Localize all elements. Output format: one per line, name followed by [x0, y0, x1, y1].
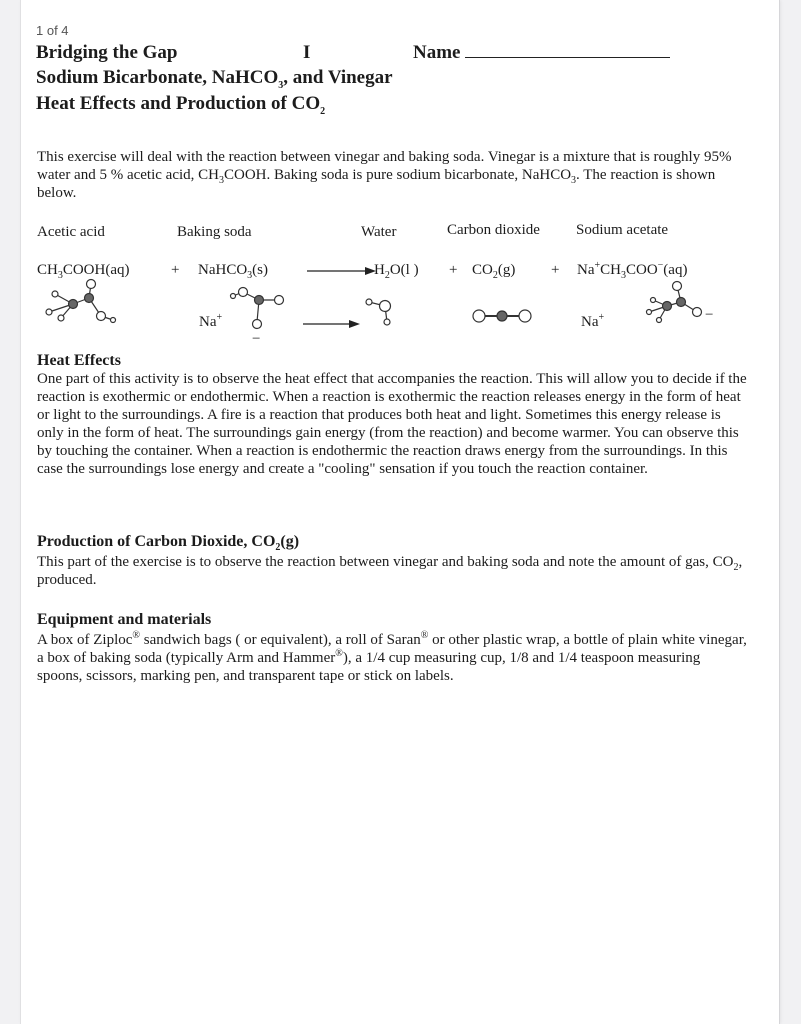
name-blank-line — [465, 56, 670, 58]
title-subtitle: Sodium Bicarbonate, NaHCO$_3$, and Vinegar — [36, 67, 393, 91]
plus-sign-1: + — [171, 262, 180, 278]
acetic-acid-molecule-icon — [39, 278, 119, 332]
intro-paragraph: This exercise will deal with the reaction between vinegar and baking soda. Vinegar is a mixture that is roughly 95% water and 5 % acetic acid, $CH_3COOH$. Baking soda is pure sodium bicarbonate, NaHCO$_3$. The reaction is shown below. — [37, 149, 732, 201]
title-roman-numeral: I — [303, 42, 311, 63]
title-bridging-the-gap: Bridging the Gap — [36, 42, 178, 63]
formula-acetic-acid: $CH_3COOH(aq)$ — [37, 262, 130, 281]
co2-production-paragraph: This part of the exercise is to observe the reaction between vinegar and baking soda and note the amount of gas, $CO_2$, produced. — [37, 554, 743, 588]
page-indicator: 1 of 4 — [36, 23, 69, 38]
label-sodium-acetate: Sodium acetate — [576, 222, 669, 238]
label-acetic-acid: Acetic acid — [37, 224, 105, 240]
heading-heat-effects: Heat Effects — [37, 352, 121, 369]
formula-sodium-acetate: $Na^+CH_3COO^-(aq)$ — [577, 260, 688, 281]
formula-baking-soda: NaHCO$_3$(s) — [198, 262, 268, 281]
label-water: Water — [361, 224, 397, 240]
sodium-ion-label-product: Na+ — [581, 312, 605, 330]
bicarbonate-charge: − — [252, 331, 261, 347]
formula-co2: $CO_2(g)$ — [472, 262, 516, 281]
title-heat-effects-co2: Heat Effects and Production of $CO_2$ — [36, 93, 326, 117]
second-reaction-arrow-icon — [303, 318, 361, 330]
plus-sign-2: + — [449, 262, 458, 278]
document-page — [20, 0, 780, 1024]
name-field — [413, 40, 670, 65]
reaction-arrow-icon — [307, 264, 377, 278]
acetate-charge: − — [705, 307, 714, 323]
heading-equipment: Equipment and materials — [37, 611, 212, 628]
plus-sign-3: + — [551, 262, 560, 278]
formula-water: $H_2O(l$ ) — [374, 262, 419, 281]
sodium-ion-label: Na+ — [199, 312, 223, 330]
heading-production-co2: Production of Carbon Dioxide, $CO_2(g)$ — [37, 533, 300, 554]
bicarbonate-molecule-icon — [221, 280, 293, 338]
water-molecule-icon — [361, 292, 399, 332]
label-carbon-dioxide: Carbon dioxide — [447, 222, 540, 238]
co2-molecule-icon — [469, 306, 537, 326]
acetate-molecule-icon — [639, 278, 709, 330]
label-baking-soda: Baking soda — [177, 224, 252, 240]
equipment-paragraph: A box of Ziploc® sandwich bags ( or equivalent), a roll of Saran® or other plastic wrap, a bottle of plain white vinegar, a box of baking soda (typically Arm and Hammer®), a 1/4 cup measuring cup, 1/8 and 1/4 teaspoon measuring spoons, scissors, marking pen, and transparent tape or stick on labels. — [37, 630, 747, 684]
heat-effects-paragraph: One part of this activity is to observe the heat effect that accompanies the reaction. This will allow you to decide if the reaction is exothermic or endothermic. When a reaction is exothermic the reaction releases energy in the form of heat or light to the surroundings. A fire is a reaction that produces both heat and light. Sometimes this energy release is only in the form of heat. The surroundings gain energy (from the reaction) and become warmer. You can observe this by touching the container. When a reaction is endothermic the reaction draws energy from the surroundings. In this case the surroundings lose energy and create a "cooling" sensation if you touch the reaction container. — [37, 371, 747, 477]
name-label: Name — [413, 42, 461, 63]
